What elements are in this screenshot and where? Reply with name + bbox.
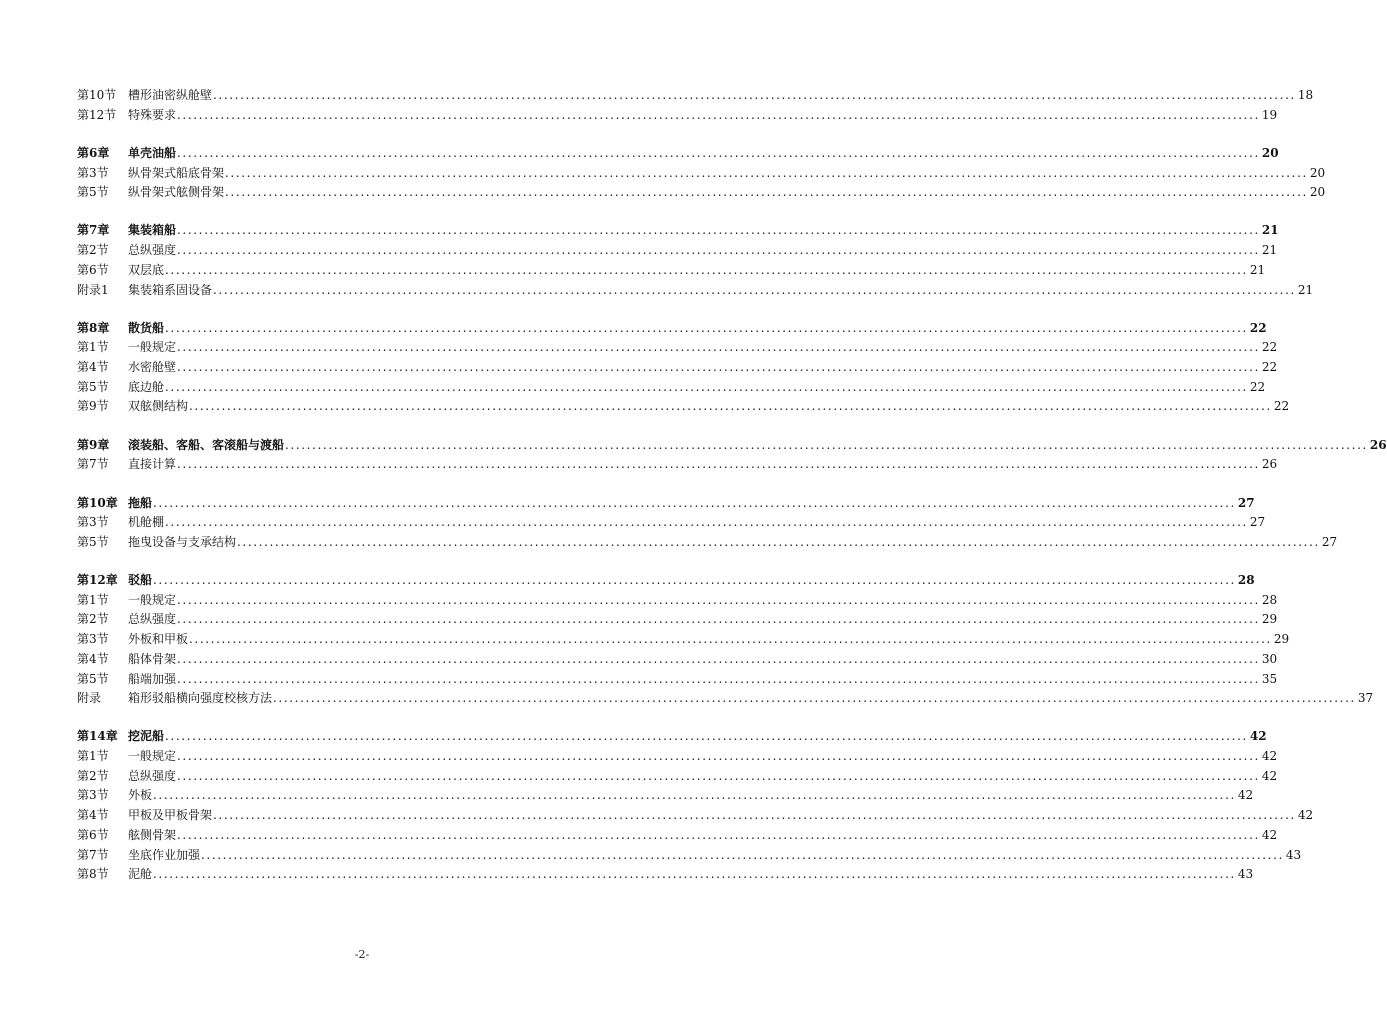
toc-entry-page: 27 [1321, 534, 1338, 549]
toc-entry-page: 21 [1261, 223, 1279, 238]
toc-entry-page: 29 [1273, 632, 1290, 647]
dot-leader: ........................................................................................................................................................................................................ [165, 320, 1248, 335]
dot-leader: ........................................................................................................................................................................................................ [189, 399, 1272, 414]
toc-entry-title: 船体骨架 [128, 651, 177, 666]
page-number-footer: -2- [354, 948, 370, 961]
toc-section-row[interactable] [77, 455, 1278, 475]
toc-entry-title: 挖泥船 [128, 729, 165, 744]
toc-entry-number: 第2节 [77, 243, 109, 258]
toc-entry-line [128, 826, 1278, 846]
dot-leader: ........................................................................................................................................................................................................ [177, 612, 1260, 627]
dot-leader: ........................................................................................................................................................................................................ [177, 223, 1260, 238]
toc-entry-page: 42 [1237, 788, 1254, 803]
toc-entry-line [128, 106, 1278, 126]
toc-entry-page: 43 [1237, 867, 1254, 882]
toc-chapter-row[interactable] [77, 221, 1279, 241]
dot-leader: ........................................................................................................................................................................................................ [177, 768, 1260, 783]
toc-entry-page: 30 [1261, 651, 1278, 666]
toc-entry-title: 外板和甲板 [128, 632, 189, 647]
dot-leader: ........................................................................................................................................................................................................ [165, 729, 1248, 744]
toc-entry-number: 第3节 [77, 632, 109, 647]
toc-section-row[interactable] [77, 747, 1278, 767]
toc-entry-title: 双舷侧结构 [128, 399, 189, 414]
toc-entry-page: 27 [1237, 495, 1255, 510]
toc-entry-title: 坐底作业加强 [128, 847, 201, 862]
toc-entry-page: 42 [1297, 808, 1314, 823]
section-spacer [77, 475, 644, 494]
toc-entry-line [128, 144, 1279, 164]
toc-entry-number: 第7节 [77, 457, 109, 472]
toc-entry-title: 舷侧骨架 [128, 827, 177, 842]
dot-leader: ........................................................................................................................................................................................................ [177, 651, 1260, 666]
toc-entry-number: 第7节 [77, 847, 109, 862]
toc-entry-line [128, 378, 1266, 398]
toc-entry-line [128, 533, 1338, 553]
toc-entry-number: 第9节 [77, 399, 109, 414]
toc-entry-number: 第3节 [77, 165, 109, 180]
toc-chapter-row[interactable] [77, 319, 1267, 339]
toc-entry-page: 42 [1261, 768, 1278, 783]
toc-section-row[interactable] [77, 86, 1314, 106]
toc-entry-number: 第4节 [77, 651, 109, 666]
toc-entry-page: 22 [1261, 340, 1278, 355]
section-spacer [77, 300, 644, 319]
toc-entry-number: 附录1 [77, 282, 109, 297]
toc-entry-number: 第14章 [77, 729, 118, 744]
dot-leader: ........................................................................................................................................................................................................ [177, 360, 1260, 375]
dot-leader: ........................................................................................................................................................................................................ [177, 107, 1260, 122]
toc-entry-line [128, 610, 1278, 630]
toc-entry-page: 28 [1237, 573, 1255, 588]
toc-entry-line [128, 183, 1326, 203]
toc-entry-number: 第5节 [77, 379, 109, 394]
toc-entry-page: 43 [1285, 847, 1302, 862]
toc-entry-line [128, 591, 1278, 611]
toc-entry-title: 集装箱系固设备 [128, 282, 213, 297]
toc-entry-page: 22 [1273, 399, 1290, 414]
dot-leader: ........................................................................................................................................................................................................ [273, 691, 1356, 706]
section-spacer [77, 203, 644, 222]
dot-leader: ........................................................................................................................................................................................................ [237, 534, 1320, 549]
toc-entry-title: 滚装船、客船、客滚船与渡船 [128, 437, 285, 452]
toc-entry-number: 第10节 [77, 88, 117, 102]
toc-entry-number: 第7章 [77, 223, 110, 238]
toc-entry-number: 第10章 [77, 495, 118, 510]
toc-entry-number: 第6章 [77, 145, 110, 160]
dot-leader: ........................................................................................................................................................................................................ [177, 592, 1260, 607]
dot-leader: ........................................................................................................................................................................................................ [165, 515, 1248, 530]
dot-leader: ........................................................................................................................................................................................................ [177, 340, 1260, 355]
toc-entry-title: 总纵强度 [128, 243, 177, 258]
toc-entry-page: 35 [1261, 671, 1278, 686]
section-spacer [77, 553, 644, 572]
toc-entry-page: 37 [1357, 691, 1374, 706]
toc-entry-title: 散货船 [128, 320, 165, 335]
toc-entry-page: 42 [1261, 827, 1278, 842]
toc-entry-title: 单壳油船 [128, 145, 177, 160]
toc-chapter-row[interactable] [77, 727, 1267, 747]
toc-entry-line [128, 846, 1302, 866]
toc-section-row[interactable] [77, 338, 1278, 358]
toc-entry-line [128, 865, 1254, 885]
toc-entry-line [128, 767, 1278, 787]
toc-entry-line [128, 261, 1266, 281]
toc-entry-number: 附录 [77, 691, 102, 706]
toc-entry-page: 27 [1249, 515, 1266, 530]
toc-entry-page: 28 [1261, 592, 1278, 607]
toc-entry-line [128, 630, 1290, 650]
toc-entry-page: 19 [1261, 107, 1278, 122]
toc-entry-title: 直接计算 [128, 457, 177, 472]
toc-entry-line [128, 397, 1290, 417]
toc-entry-title: 外板 [128, 788, 153, 803]
toc-entry-page: 22 [1261, 360, 1278, 375]
dot-leader: ........................................................................................................................................................................................................ [213, 808, 1296, 823]
toc-section-row[interactable] [77, 378, 1266, 398]
dot-leader: ........................................................................................................................................................................................................ [285, 437, 1368, 452]
toc-entry-page: 26 [1369, 437, 1387, 452]
toc-entry-title: 机舱棚 [128, 515, 165, 530]
toc-entry-title: 一般规定 [128, 340, 177, 355]
toc-entry-page: 42 [1261, 749, 1278, 764]
toc-section-row[interactable] [77, 786, 1254, 806]
toc-section-row[interactable] [77, 689, 1374, 709]
toc-entry-number: 第5节 [77, 185, 109, 200]
toc-entry-number: 第1节 [77, 592, 109, 607]
toc-entry-title: 箱形驳船横向强度校核方法 [128, 691, 273, 706]
dot-leader: ........................................................................................................................................................................................................ [177, 457, 1260, 472]
toc-chapter-row[interactable] [77, 436, 1387, 456]
toc-entry-number: 第6节 [77, 827, 109, 842]
toc-section-row[interactable] [77, 610, 1278, 630]
dot-leader: ........................................................................................................................................................................................................ [213, 88, 1296, 102]
section-spacer [77, 709, 644, 728]
toc-entry-page: 20 [1261, 145, 1279, 160]
toc-entry-title: 总纵强度 [128, 612, 177, 627]
toc-entry-title: 纵骨架式舷侧骨架 [128, 185, 225, 200]
toc-entry-number: 第1节 [77, 749, 109, 764]
toc-entry-line [128, 86, 1314, 106]
dot-leader: ........................................................................................................................................................................................................ [153, 495, 1236, 510]
toc-section-row[interactable] [77, 533, 1338, 553]
toc-entry-number: 第6节 [77, 262, 109, 277]
toc-entry-number: 第5节 [77, 671, 109, 686]
toc-entry-line [128, 747, 1278, 767]
toc-entry-line [128, 806, 1314, 826]
toc-entry-line [128, 455, 1278, 475]
toc-entry-number: 第9章 [77, 437, 110, 452]
toc-entry-title: 一般规定 [128, 749, 177, 764]
toc-entry-number: 第12章 [77, 573, 118, 588]
toc-entry-title: 水密舱壁 [128, 360, 177, 375]
toc-entry-title: 一般规定 [128, 592, 177, 607]
toc-chapter-row[interactable] [77, 144, 1279, 164]
toc-entry-title: 槽形油密纵舱壁 [128, 88, 213, 102]
toc-entry-number: 第8节 [77, 867, 109, 882]
toc-section-row[interactable] [77, 164, 1326, 184]
toc-entry-number: 第8章 [77, 320, 110, 335]
toc-entry-title: 甲板及甲板骨架 [128, 808, 213, 823]
toc-entry-number: 第5节 [77, 534, 109, 549]
toc-section-row[interactable] [77, 826, 1278, 846]
toc-entry-line [128, 338, 1278, 358]
toc-section-row[interactable] [77, 591, 1278, 611]
dot-leader: ........................................................................................................................................................................................................ [225, 185, 1308, 200]
toc-entry-number: 第2节 [77, 768, 109, 783]
toc-entry-title: 总纵强度 [128, 768, 177, 783]
toc-section-row[interactable] [77, 865, 1254, 885]
section-spacer [77, 125, 644, 144]
toc-entry-line [128, 221, 1279, 241]
toc-entry-line [128, 670, 1278, 690]
toc-entry-line [128, 319, 1267, 339]
toc-entry-title: 拖曳设备与支承结构 [128, 534, 237, 549]
dot-leader: ........................................................................................................................................................................................................ [153, 573, 1236, 588]
toc-section-row[interactable] [77, 630, 1290, 650]
toc-entry-line [128, 786, 1254, 806]
table-of-contents [77, 86, 1387, 885]
dot-leader: ........................................................................................................................................................................................................ [153, 788, 1236, 803]
toc-entry-number: 第3节 [77, 788, 109, 803]
toc-entry-line [128, 727, 1267, 747]
toc-entry-page: 18 [1297, 88, 1314, 102]
dot-leader: ........................................................................................................................................................................................................ [225, 165, 1308, 180]
toc-entry-title: 泥舱 [128, 867, 153, 882]
toc-entry-page: 21 [1297, 282, 1314, 297]
dot-leader: ........................................................................................................................................................................................................ [165, 262, 1248, 277]
toc-entry-title: 纵骨架式船底骨架 [128, 165, 225, 180]
toc-entry-number: 第2节 [77, 612, 109, 627]
toc-section-row[interactable] [77, 513, 1266, 533]
toc-entry-line [128, 689, 1374, 709]
toc-entry-title: 双层底 [128, 262, 165, 277]
toc-entry-title: 集装箱船 [128, 223, 177, 238]
toc-entry-page: 42 [1249, 729, 1267, 744]
toc-entry-number: 第1节 [77, 340, 109, 355]
toc-section-row[interactable] [77, 106, 1278, 126]
toc-entry-line [128, 436, 1387, 456]
toc-entry-line [128, 650, 1278, 670]
toc-entry-page: 20 [1309, 165, 1326, 180]
dot-leader: ........................................................................................................................................................................................................ [165, 379, 1248, 394]
dot-leader: ........................................................................................................................................................................................................ [153, 867, 1236, 882]
toc-entry-title: 驳船 [128, 573, 153, 588]
section-spacer [77, 417, 644, 436]
toc-chapter-row[interactable] [77, 571, 1255, 591]
dot-leader: ........................................................................................................................................................................................................ [177, 243, 1260, 258]
toc-entry-page: 29 [1261, 612, 1278, 627]
toc-section-row[interactable] [77, 397, 1290, 417]
dot-leader: ........................................................................................................................................................................................................ [177, 749, 1260, 764]
toc-section-row[interactable] [77, 846, 1302, 866]
toc-entry-line [128, 513, 1266, 533]
toc-section-row[interactable] [77, 261, 1266, 281]
toc-entry-line [128, 358, 1278, 378]
dot-leader: ........................................................................................................................................................................................................ [189, 632, 1272, 647]
toc-entry-page: 21 [1261, 243, 1278, 258]
toc-entry-line [128, 494, 1255, 514]
toc-section-row[interactable] [77, 806, 1314, 826]
dot-leader: ........................................................................................................................................................................................................ [177, 145, 1260, 160]
toc-entry-page: 20 [1309, 185, 1326, 200]
toc-entry-number: 第4节 [77, 808, 109, 823]
toc-entry-page: 22 [1249, 320, 1267, 335]
toc-section-row[interactable] [77, 183, 1326, 203]
toc-entry-title: 拖船 [128, 495, 153, 510]
toc-entry-page: 21 [1249, 262, 1266, 277]
toc-section-row[interactable] [77, 281, 1314, 301]
dot-leader: ........................................................................................................................................................................................................ [201, 847, 1284, 862]
toc-entry-line [128, 281, 1314, 301]
dot-leader: ........................................................................................................................................................................................................ [213, 282, 1296, 297]
toc-entry-title: 底边舱 [128, 379, 165, 394]
toc-entry-page: 26 [1261, 457, 1278, 472]
toc-section-row[interactable] [77, 650, 1278, 670]
toc-section-row[interactable] [77, 358, 1278, 378]
toc-entry-title: 特殊要求 [128, 107, 177, 122]
dot-leader: ........................................................................................................................................................................................................ [177, 671, 1260, 686]
toc-chapter-row[interactable] [77, 494, 1255, 514]
toc-entry-line [128, 164, 1326, 184]
dot-leader: ........................................................................................................................................................................................................ [177, 827, 1260, 842]
toc-entry-number: 第4节 [77, 360, 109, 375]
toc-entry-line [128, 241, 1278, 261]
toc-entry-number: 第3节 [77, 515, 109, 530]
toc-section-row[interactable] [77, 767, 1278, 787]
toc-entry-title: 船端加强 [128, 671, 177, 686]
toc-entry-page: 22 [1249, 379, 1266, 394]
toc-entry-number: 第12节 [77, 107, 117, 122]
toc-section-row[interactable] [77, 670, 1278, 690]
toc-section-row[interactable] [77, 241, 1278, 261]
toc-entry-line [128, 571, 1255, 591]
